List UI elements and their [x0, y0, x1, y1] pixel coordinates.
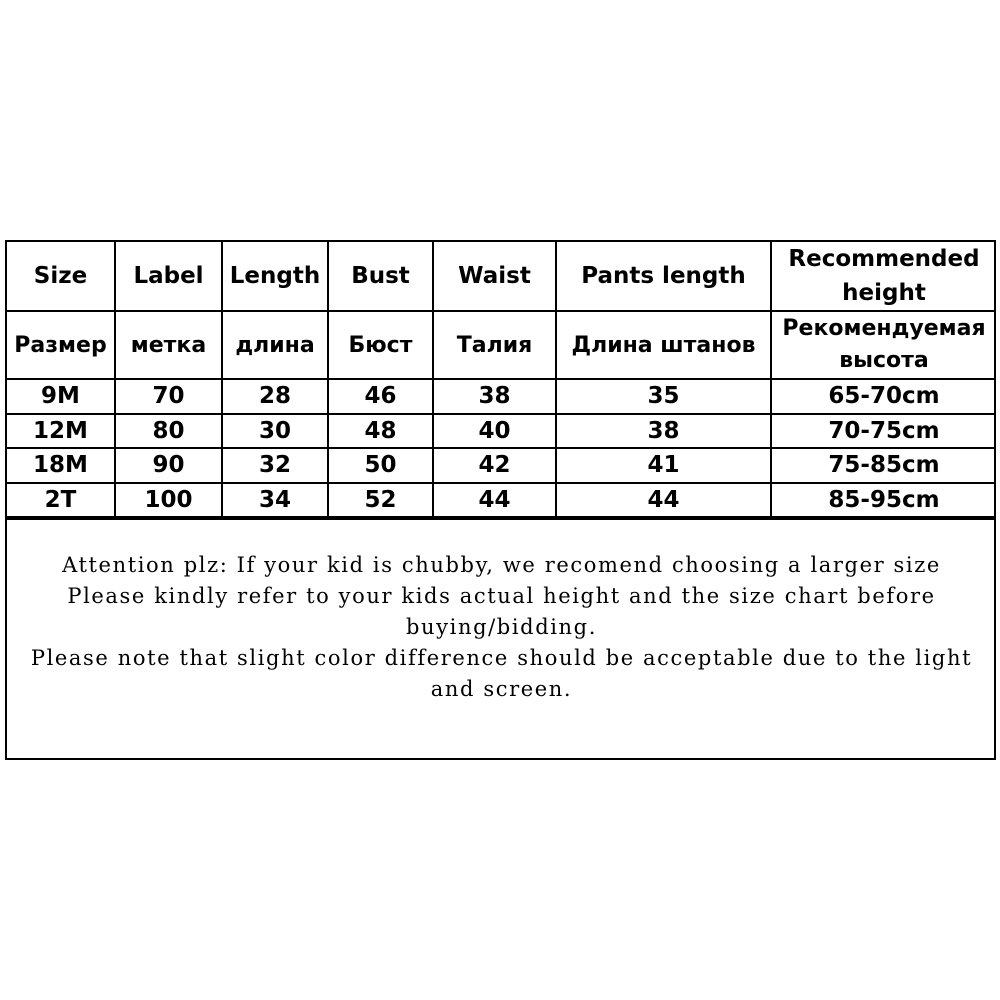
header-cell: Bust	[328, 242, 433, 311]
note-size-reference: Please kindly refer to your kids actual height and the size chart before buying/bidding.	[67, 584, 936, 639]
table-row	[7, 414, 996, 449]
table-cell: 70	[115, 379, 222, 414]
table-cell: 75-85cm	[771, 448, 996, 483]
size-chart-sheet	[5, 240, 996, 760]
attention-notes	[7, 518, 996, 760]
table-cell: 65-70cm	[771, 379, 996, 414]
table-cell: 46	[328, 379, 433, 414]
note-color-difference: Please note that slight color difference should be acceptable due to the light and screen.	[30, 646, 973, 701]
table-cell: 40	[433, 414, 556, 449]
size-chart-table	[7, 242, 996, 518]
table-row	[7, 483, 996, 518]
table-cell: 38	[433, 379, 556, 414]
table-cell: 9M	[7, 379, 115, 414]
table-row	[7, 379, 996, 414]
table-cell: 35	[556, 379, 771, 414]
header-cell: Pants length	[556, 242, 771, 311]
table-cell: 28	[222, 379, 328, 414]
table-cell: 34	[222, 483, 328, 518]
header-cell: длина	[222, 311, 328, 379]
table-cell: 44	[556, 483, 771, 518]
table-cell: 52	[328, 483, 433, 518]
header-cell: Size	[7, 242, 115, 311]
header-cell: Label	[115, 242, 222, 311]
header-cell: метка	[115, 311, 222, 379]
table-cell: 2T	[7, 483, 115, 518]
table-cell: 44	[433, 483, 556, 518]
header-row-russian	[7, 311, 996, 379]
table-cell: 42	[433, 448, 556, 483]
header-cell: Рекомендуемая высота	[771, 311, 996, 379]
table-cell: 90	[115, 448, 222, 483]
table-cell: 32	[222, 448, 328, 483]
table-row	[7, 448, 996, 483]
table-cell: 50	[328, 448, 433, 483]
header-cell: Length	[222, 242, 328, 311]
table-cell: 12M	[7, 414, 115, 449]
header-cell: Бюст	[328, 311, 433, 379]
table-cell: 41	[556, 448, 771, 483]
table-cell: 80	[115, 414, 222, 449]
table-cell: 85-95cm	[771, 483, 996, 518]
table-cell: 48	[328, 414, 433, 449]
table-cell: 30	[222, 414, 328, 449]
table-cell: 70-75cm	[771, 414, 996, 449]
header-cell: Waist	[433, 242, 556, 311]
note-chubby-advice: Attention plz: If your kid is chubby, we recomend choosing a larger size	[62, 553, 941, 577]
table-cell: 100	[115, 483, 222, 518]
header-cell: Талия	[433, 311, 556, 379]
table-cell: 18M	[7, 448, 115, 483]
header-row-english	[7, 242, 996, 311]
header-cell: Размер	[7, 311, 115, 379]
header-cell: Recommended height	[771, 242, 996, 311]
header-cell: Длина штанов	[556, 311, 771, 379]
table-cell: 38	[556, 414, 771, 449]
